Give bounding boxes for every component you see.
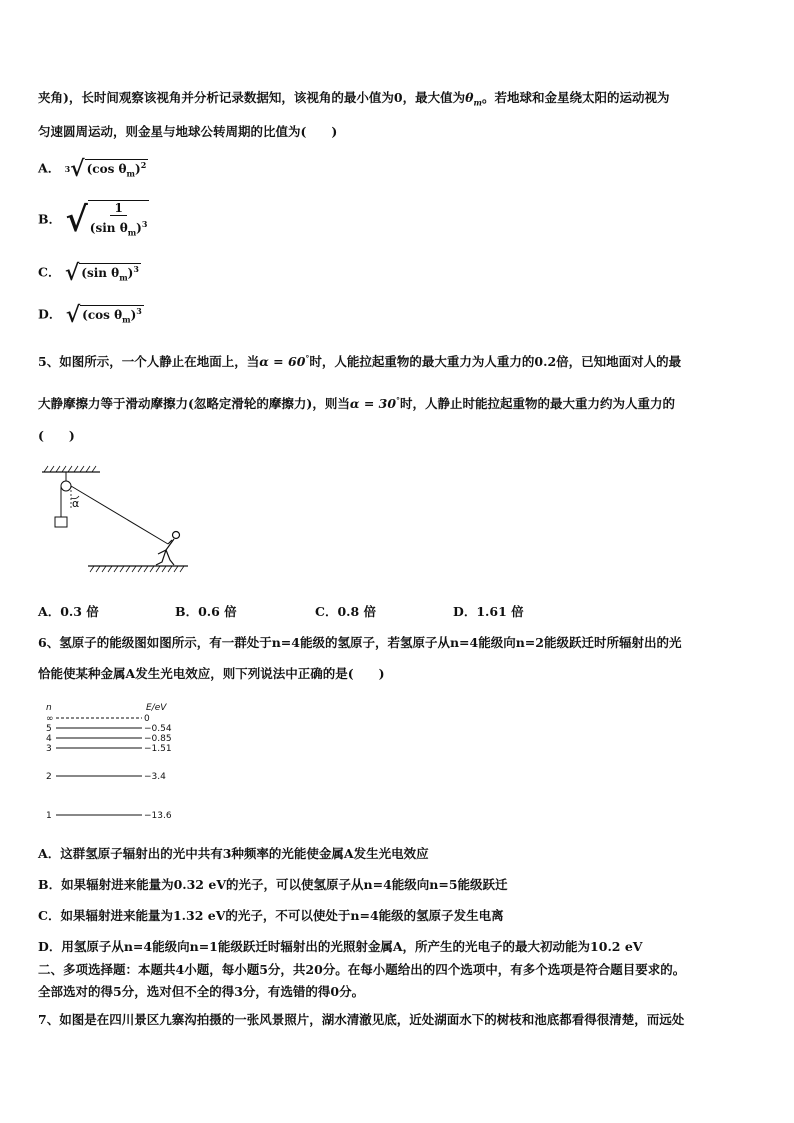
energy-level-diagram: [40, 700, 200, 825]
q6-text-line1: 6、氢原子的能级图如图所示，有一群处于n=4能级的氢原子，若氢原子从n=4能级向n=2能级跃迁时所辐射出的光: [38, 635, 682, 650]
energy-level-n: 5: [46, 724, 52, 734]
q6-option-d[interactable]: D．用氢原子从n=4能级向n=1能级跃迁时辐射出的光照射金属A，所产生的光电子的最大初动能为10.2 eV: [38, 939, 643, 954]
q4-text-line2: 匀速圆周运动，则金星与地球公转周期的比值为( ): [38, 124, 338, 139]
q6-option-c[interactable]: C．如果辐射进来能量为1.32 eV的光子，不可以使处于n=4能级的氢原子发生电离: [38, 908, 504, 923]
q6-text-line2: 恰能使某种金属A发生光电效应，则下列说法中正确的是( ): [38, 666, 385, 681]
energy-level-n: 3: [46, 744, 52, 754]
energy-level-n: 1: [46, 811, 52, 821]
q5-text-line2: 大静摩擦力等于滑动摩擦力(忽略定滑轮的摩擦力)，则当α = 30°时，人静止时能拉起重物的最大重力约为人重力的: [38, 395, 676, 412]
q4-option-b[interactable]: B． √ $\frac{1}{(\sin \theta_m)^3}$: [38, 200, 148, 241]
ceiling-hatch: [44, 466, 96, 472]
q5-text-line3: ( ): [38, 428, 75, 443]
energy-level-value: 0: [144, 714, 150, 724]
q5-option-d[interactable]: D．1.61 倍: [453, 604, 524, 619]
q7-text-line1: 7、如图是在四川景区九寨沟拍摄的一张风景照片，湖水清澈见底，近处湖面水下的树枝和池底都看得很清楚，而远处: [38, 1012, 685, 1027]
q5-text-line1: 5、如图所示，一个人静止在地面上，当α = 60°时，人能拉起重物的最大重力为人重力的0.2倍，已知地面对人的最: [38, 353, 682, 370]
q6-option-b[interactable]: B．如果辐射进来能量为0.32 eV的光子，可以使氢原子从n=4能级向n=5能级跃迁: [38, 877, 508, 892]
energy-level-value: −0.85: [144, 734, 172, 744]
energy-level-value: −1.51: [144, 744, 172, 754]
pulley: [61, 481, 71, 491]
energy-level-value: −0.54: [144, 724, 172, 734]
ground-hatch: [90, 566, 184, 572]
alpha-label: α: [72, 497, 80, 510]
section2-line2: 全部选对的得5分，选对但不全的得3分，有选错的得0分。: [38, 984, 365, 999]
energy-axis-label: E/eV: [146, 703, 167, 713]
person-figure: [156, 532, 180, 566]
q4-option-a[interactable]: A． 3 √ (cos $\theta_m)^2$: [38, 156, 147, 182]
weight-block: [55, 517, 67, 527]
energy-level-n: 4: [46, 734, 52, 744]
q5-option-b[interactable]: B．0.6 倍: [175, 604, 237, 619]
q5-option-a[interactable]: A．0.3 倍: [38, 604, 99, 619]
q4-text-line1: 夹角)，长时间观察该视角并分析记录数据知，该视角的最小值为0，最大值为$\theta_m$。若地球和金星绕太阳的运动视为: [38, 90, 670, 108]
n-axis-label: n: [46, 703, 52, 713]
q5-option-c[interactable]: C．0.8 倍: [315, 604, 377, 619]
section2-line1: 二、多项选择题：本题共4小题，每小题5分，共20分。在每小题给出的四个选项中，有多个选项是符合题目要求的。: [38, 962, 686, 977]
q6-option-a[interactable]: A．这群氢原子辐射出的光中共有3种频率的光能使金属A发生光电效应: [38, 846, 429, 861]
energy-level-n: ∞: [46, 714, 54, 724]
q5-pulley-figure: [38, 462, 198, 577]
q4-option-d[interactable]: D． √ (cos $\theta_m)^3$: [38, 302, 142, 328]
energy-level-n: 2: [46, 772, 52, 782]
energy-level-value: −13.6: [144, 811, 172, 821]
energy-level-value: −3.4: [144, 772, 166, 782]
q4-option-c[interactable]: C． √ (sin $\theta_m)^3$: [38, 260, 139, 286]
